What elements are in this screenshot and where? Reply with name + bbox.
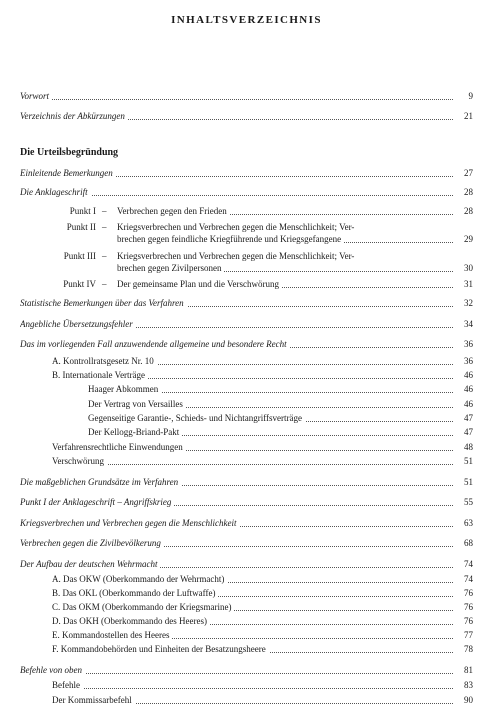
toc-entry <box>0 186 493 202</box>
toc-page-number: 51 <box>464 477 473 487</box>
toc-entry <box>0 455 493 471</box>
toc-entry-title: C. Das OKM (Oberkommando der Kriegsmarine) <box>52 602 234 612</box>
toc-entry-title: Angebliche Übersetzungsfehler <box>20 319 136 329</box>
toc-page-number: 36 <box>464 356 473 366</box>
toc-entry-title: Verfahrensrechtliche Einwendungen <box>52 442 186 452</box>
toc-entry-title: Der Aufbau der deutschen Wehrmacht <box>20 559 160 569</box>
toc-page-number: 76 <box>464 602 473 612</box>
toc-page-number: 74 <box>464 574 473 584</box>
toc-page-number: 34 <box>464 319 473 329</box>
punkt-description: Der gemeinsame Plan und die Verschwörung <box>117 279 282 289</box>
toc-page-number: 32 <box>464 298 473 308</box>
toc-entry <box>0 318 493 334</box>
toc-entry-title: A. Kontrollratsgesetz Nr. 10 <box>52 356 157 366</box>
toc-punkt-entry <box>0 278 493 294</box>
toc-page-number: 78 <box>464 644 473 654</box>
toc-page-number: 68 <box>464 538 473 548</box>
toc-entry-title: Verbrechen gegen die Zivilbevölkerung <box>20 538 164 548</box>
toc-entry <box>0 476 493 492</box>
toc-entry <box>0 643 493 659</box>
toc-entry-title: E. Kommandostellen des Heeres <box>52 630 172 640</box>
punkt-number: Punkt III <box>63 251 96 261</box>
toc-entry <box>0 90 493 106</box>
toc-page-number: 81 <box>464 665 473 675</box>
toc-entry-title: Die Anklageschrift <box>20 187 91 197</box>
toc-entry-title: Befehle <box>52 680 83 690</box>
toc-entry-title: Haager Abkommen <box>88 384 161 394</box>
toc-page-number: 63 <box>464 518 473 528</box>
punkt-dash: – <box>102 251 107 261</box>
toc-page-number: 55 <box>464 497 473 507</box>
toc-page-number: 76 <box>464 588 473 598</box>
toc-page-number: 28 <box>464 187 473 197</box>
toc-entry-title: Der Vertrag von Versailles <box>88 399 186 409</box>
toc-page-number: 77 <box>464 630 473 640</box>
toc-page-number: 76 <box>464 616 473 626</box>
toc-entry-title: Verzeichnis der Abkürzungen <box>20 111 128 121</box>
toc-entry-title: Punkt I der Anklageschrift – Angriffskrieg <box>20 497 174 507</box>
punkt-description: Kriegsverbrechen und Verbrechen gegen die Menschlichkeit; Ver- <box>117 222 357 232</box>
toc-entry <box>0 426 493 442</box>
toc-entry-title: Befehle von oben <box>20 665 85 675</box>
toc-entry-title: Der Kommissarbefehl <box>52 695 135 705</box>
punkt-number: Punkt I <box>69 206 96 216</box>
toc-entry <box>0 297 493 313</box>
toc-entry-title: D. Das OKH (Oberkommando des Heeres) <box>52 616 210 626</box>
toc-page-number: 83 <box>464 680 473 690</box>
toc-entry-title: Einleitende Bemerkungen <box>20 168 116 178</box>
toc-entry <box>0 110 493 126</box>
punkt-number: Punkt IV <box>63 279 96 289</box>
toc-entry-title: Gegenseitige Garantie-, Schieds- und Nichtangriffsverträge <box>88 413 305 423</box>
punkt-number: Punkt II <box>66 222 96 232</box>
toc-page-number: 9 <box>468 91 473 101</box>
toc-page-number: 27 <box>464 168 473 178</box>
toc-punkt-entry <box>0 250 493 276</box>
toc-page-number: 21 <box>464 111 473 121</box>
toc-entry-title: Vorwort <box>20 91 52 101</box>
toc-entry <box>0 496 493 512</box>
punkt-description: brechen gegen Zivilpersonen <box>117 263 224 273</box>
toc-page-number: 46 <box>464 370 473 380</box>
punkt-dash: – <box>102 222 107 232</box>
toc-entry-title: A. Das OKW (Oberkommando der Wehrmacht) <box>52 574 227 584</box>
toc-entry <box>0 694 493 710</box>
toc-entry-title: Der Kellogg-Briand-Pakt <box>88 427 182 437</box>
punkt-dash: – <box>102 279 107 289</box>
punkt-description: Verbrechen gegen den Frieden <box>117 206 230 216</box>
toc-punkt-entry <box>0 205 493 221</box>
toc-page-number: 36 <box>464 339 473 349</box>
toc-page-number: 48 <box>464 442 473 452</box>
toc-page-number: 47 <box>464 427 473 437</box>
toc-page-number: 47 <box>464 413 473 423</box>
punkt-dash: – <box>102 206 107 216</box>
toc-entry-title: B. Das OKL (Oberkommando der Luftwaffe) <box>52 588 218 598</box>
toc-page-number: 46 <box>464 384 473 394</box>
section-title: Die Urteilsbegründung <box>20 147 119 158</box>
toc-page-number: 46 <box>464 399 473 409</box>
page-heading: INHALTSVERZEICHNIS <box>171 14 322 26</box>
toc-entry <box>0 558 493 574</box>
toc-entry <box>0 338 493 354</box>
toc-entry <box>0 537 493 553</box>
toc-entry-title: Das im vorliegenden Fall anzuwendende allgemeine und besondere Recht <box>20 339 290 349</box>
toc-entry <box>0 664 493 680</box>
toc-entry-title: Verschwörung <box>52 456 107 466</box>
toc-entry-title: F. Kommandobehörden und Einheiten der Besatzungsheere <box>52 644 269 654</box>
toc-page-number: 30 <box>464 263 473 273</box>
punkt-description: Kriegsverbrechen und Verbrechen gegen die Menschlichkeit; Ver- <box>117 251 357 261</box>
toc-entry-title: Die maßgeblichen Grundsätze im Verfahren <box>20 477 181 487</box>
toc-page-number: 31 <box>464 279 473 289</box>
toc-page-number: 51 <box>464 456 473 466</box>
toc-punkt-entry <box>0 221 493 247</box>
toc-entry <box>0 167 493 183</box>
toc-page-number: 28 <box>464 206 473 216</box>
toc-entry-title: Kriegsverbrechen und Verbrechen gegen die Menschlichkeit <box>20 518 240 528</box>
toc-page-number: 29 <box>464 234 473 244</box>
toc-page-number: 74 <box>464 559 473 569</box>
punkt-description: brechen gegen feindliche Kriegführende und Kriegsgefangene <box>117 234 344 244</box>
toc-entry-title: Statistische Bemerkungen über das Verfahren <box>20 298 187 308</box>
toc-entry <box>0 383 493 399</box>
toc-entry-title: B. Internationale Verträge <box>52 370 148 380</box>
toc-page-number: 90 <box>464 695 473 705</box>
toc-entry <box>0 517 493 533</box>
toc-entry <box>0 679 493 695</box>
